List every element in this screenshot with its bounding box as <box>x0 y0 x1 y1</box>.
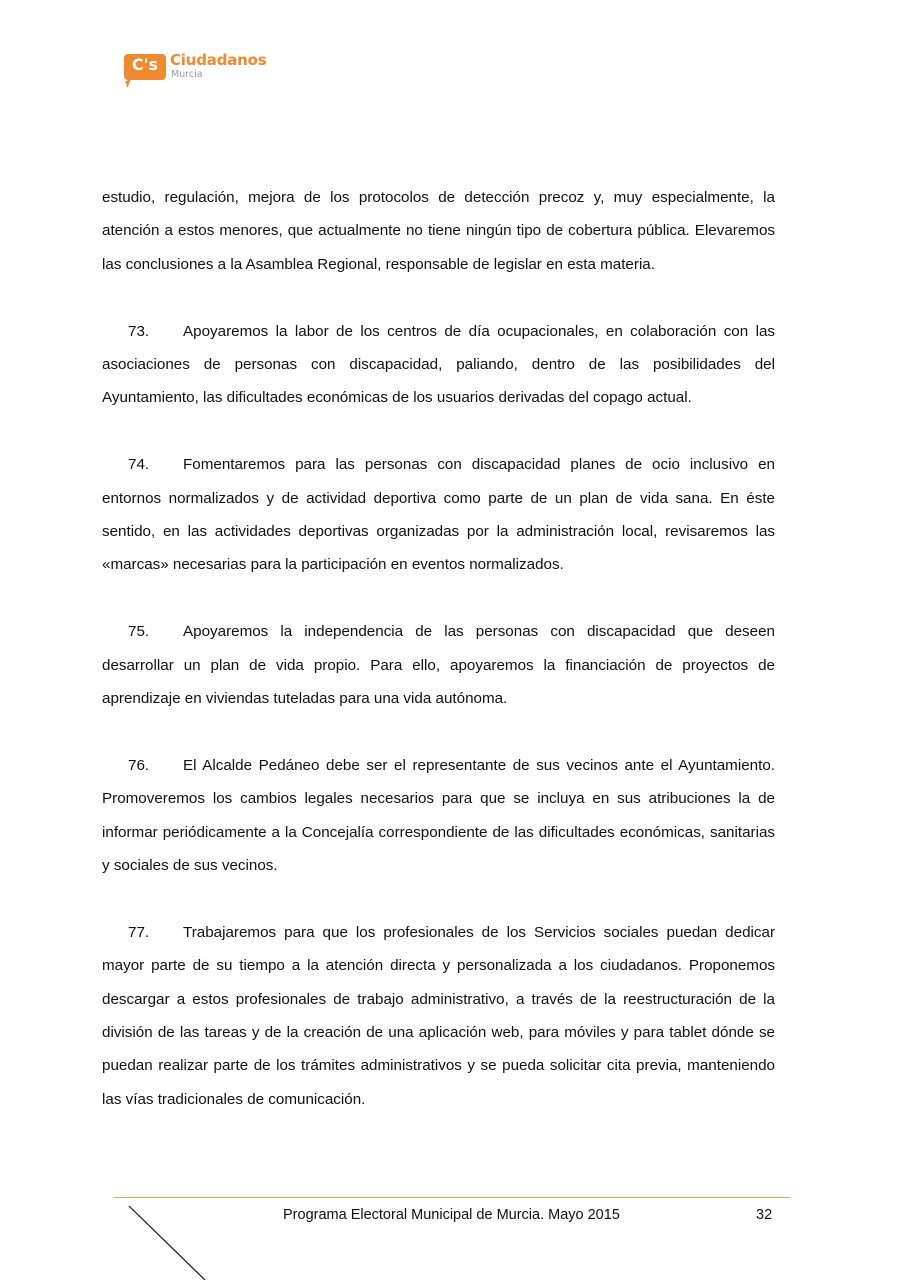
document-body <box>102 181 775 1150</box>
paragraph-text: estudio, regulación, mejora de los protocolos de detección precoz y, muy especialmente, la atención a estos menores, que actualmente no tiene ningún tipo de cobertura pública. Elevaremos las conclusiones a la Asamblea Regional, responsable de legislar en esta materia. <box>102 189 775 273</box>
ciudadanos-logo <box>124 52 274 86</box>
paragraph-77 <box>102 916 775 1116</box>
logo-name: Ciudadanos <box>170 51 267 69</box>
paragraph-number: 75. <box>128 623 150 641</box>
footer-rule <box>114 1197 790 1198</box>
paragraph-76 <box>102 749 775 883</box>
paragraph-text: Trabajaremos para que los profesionales de los Servicios sociales puedan dedicar mayor parte de su tiempo a la atención directa y personalizada a los ciudadanos. Proponemos descargar a estos profesionales de trabajo administrativo, a través de la reestructuración de la división de las tareas y de la creación de una aplicación web, para móviles y para tablet dónde se puedan realizar parte de los trámites administrativos y se pueda solicitar cita previa, manteniendo las vías tradicionales de comunicación. <box>102 923 775 1108</box>
paragraph-75 <box>102 615 775 715</box>
paragraph-number: 76. <box>128 756 150 774</box>
paragraph-text: Fomentaremos para las personas con discapacidad planes de ocio inclusivo en entornos normalizados y de actividad deportiva como parte de un plan de vida sana. En éste sentido, en las actividades deportivas organizadas por la administración local, revisaremos las «marcas» necesarias para la participación en eventos normalizados. <box>102 456 775 574</box>
logo-subtitle: Murcia <box>171 69 203 80</box>
footer-text: Programa Electoral Municipal de Murcia. Mayo 2015 <box>283 1207 620 1223</box>
page-number: 32 <box>756 1207 773 1223</box>
paragraph-continuation <box>102 181 775 281</box>
paragraph-number: 74. <box>128 456 150 474</box>
paragraph-74 <box>102 448 775 582</box>
paragraph-73 <box>102 315 775 415</box>
paragraph-text: Apoyaremos la independencia de las personas con discapacidad que deseen desarrollar un plan de vida propio. Para ello, apoyaremos la financiación de proyectos de aprendizaje en viviendas tuteladas para una vida autónoma. <box>102 623 775 708</box>
paragraph-text: Apoyaremos la labor de los centros de día ocupacionales, en colaboración con las asociaciones de personas con discapacidad, paliando, dentro de las posibilidades del Ayuntamiento, las dificultades económicas de los usuarios derivadas del copago actual. <box>102 322 775 407</box>
logo-mark: C's <box>131 55 159 74</box>
paragraph-number: 77. <box>128 923 150 941</box>
paragraph-text: El Alcalde Pedáneo debe ser el representante de sus vecinos ante el Ayuntamiento. Promoveremos los cambios legales necesarios para que se incluya en sus atribuciones la de informar periódicamente a la Concejalía correspondiente de las dificultades económicas, sanitarias y sociales de sus vecinos. <box>102 756 775 875</box>
paragraph-number: 73. <box>128 322 150 340</box>
